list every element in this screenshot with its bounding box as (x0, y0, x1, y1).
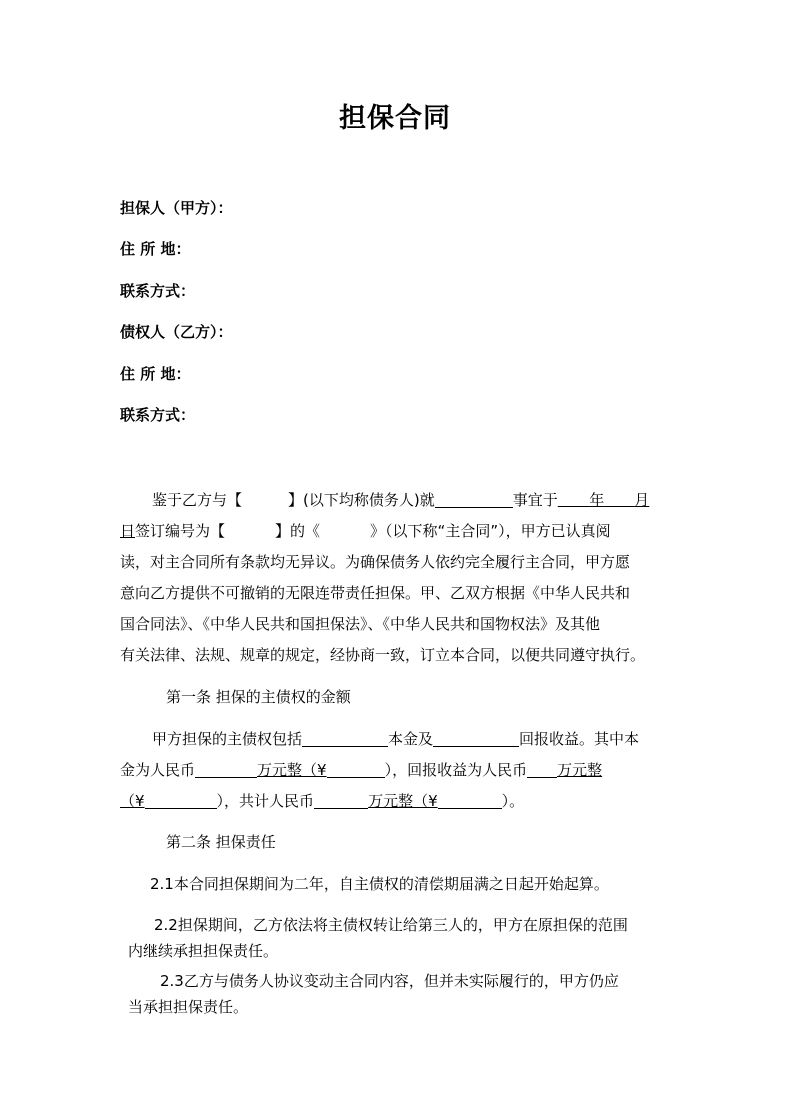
page-title: 担保合同 (339, 103, 451, 134)
guarantor-address-label: 住 所 地： (120, 240, 191, 258)
blank-field (314, 792, 368, 809)
creditor-address-label: 住 所 地： (120, 365, 191, 383)
preamble-line-5: 国合同法》、《中华人民共和国担保法》、《中华人民共和国物权法》及其他 (120, 615, 601, 633)
article-text: 本金及 (388, 730, 434, 748)
guarantor-label: 担保人（甲方）： (120, 199, 233, 217)
preamble-line-2 (120, 520, 611, 541)
article-text: ），共计人民币 (216, 792, 315, 810)
preamble-line-1 (152, 489, 649, 510)
preamble-text: 】的《 (275, 522, 321, 540)
article-text: 回报收益。其中本 (519, 730, 640, 748)
month-label: 月 (634, 491, 650, 509)
clause-2-2-line-2: 内继续承担担保责任。 (128, 942, 279, 960)
creditor-label: 债权人（乙方）： (120, 323, 233, 341)
blank-field (145, 792, 217, 809)
preamble-line-4: 意向乙方提供不可撤销的无限连带责任担保。甲、乙双方根据《中华人民共和 (120, 584, 631, 602)
guarantor-contact-label: 联系方式： (120, 282, 196, 300)
blank-field (302, 730, 388, 747)
article-text: 甲方担保的主债权包括 (152, 730, 303, 748)
preamble-text: 签订编号为【 (135, 522, 226, 540)
clause-2-2-line-1: 2.2担保期间，乙方依法将主债权转让给第三人的，甲方在原担保的范围 (154, 916, 628, 934)
article-text: 金为人民币 (120, 761, 196, 779)
article-1-line-1 (152, 728, 639, 749)
article-1-line-2 (120, 759, 602, 780)
article-text: ）。 (501, 792, 525, 810)
blank-field (327, 761, 385, 778)
day-label: 日 (120, 522, 136, 540)
blank-field (195, 761, 257, 778)
blank-field (435, 491, 513, 508)
clause-2-3-line-2: 当承担担保责任。 (128, 998, 249, 1016)
article-text: ），回报收益为人民币 (384, 761, 528, 779)
article-1-line-3 (120, 790, 524, 811)
article-text: 万元整 (557, 761, 603, 779)
clause-2-3-line-1: 2.3乙方与债务人协议变动主合同内容，但并未实际履行的，甲方仍应 (160, 972, 619, 990)
year-label: 年 (589, 491, 605, 509)
blank-field (527, 761, 557, 778)
preamble-text: 鉴于乙方与【 (152, 491, 243, 509)
article-2-heading: 第二条 担保责任 (166, 833, 276, 851)
article-text: 万元整（¥ (368, 792, 438, 810)
blank-field (438, 792, 502, 809)
preamble-text: 事宜于 (512, 491, 558, 509)
article-text: （¥ (120, 792, 145, 810)
clause-2-1: 2.1本合同担保期间为二年，自主债权的清偿期届满之日起开始起算。 (150, 875, 609, 893)
preamble-text: 》（以下称“主合同”），甲方已认真阅 (370, 522, 611, 540)
article-text: 万元整（¥ (257, 761, 327, 779)
preamble-line-6: 有关法律、法规、规章的规定，经协商一致，订立本合同，以便共同遵守执行。 (120, 646, 646, 664)
preamble-text: 】(以下均称债务人)就 (288, 491, 435, 509)
blank-field (433, 730, 519, 747)
article-1-heading: 第一条 担保的主债权的金额 (166, 688, 351, 706)
preamble-line-3: 读，对主合同所有条款均无异议。为确保债务人依约完全履行主合同，甲方愿 (120, 553, 631, 571)
date-year-underline (558, 491, 650, 509)
creditor-contact-label: 联系方式： (120, 406, 196, 424)
